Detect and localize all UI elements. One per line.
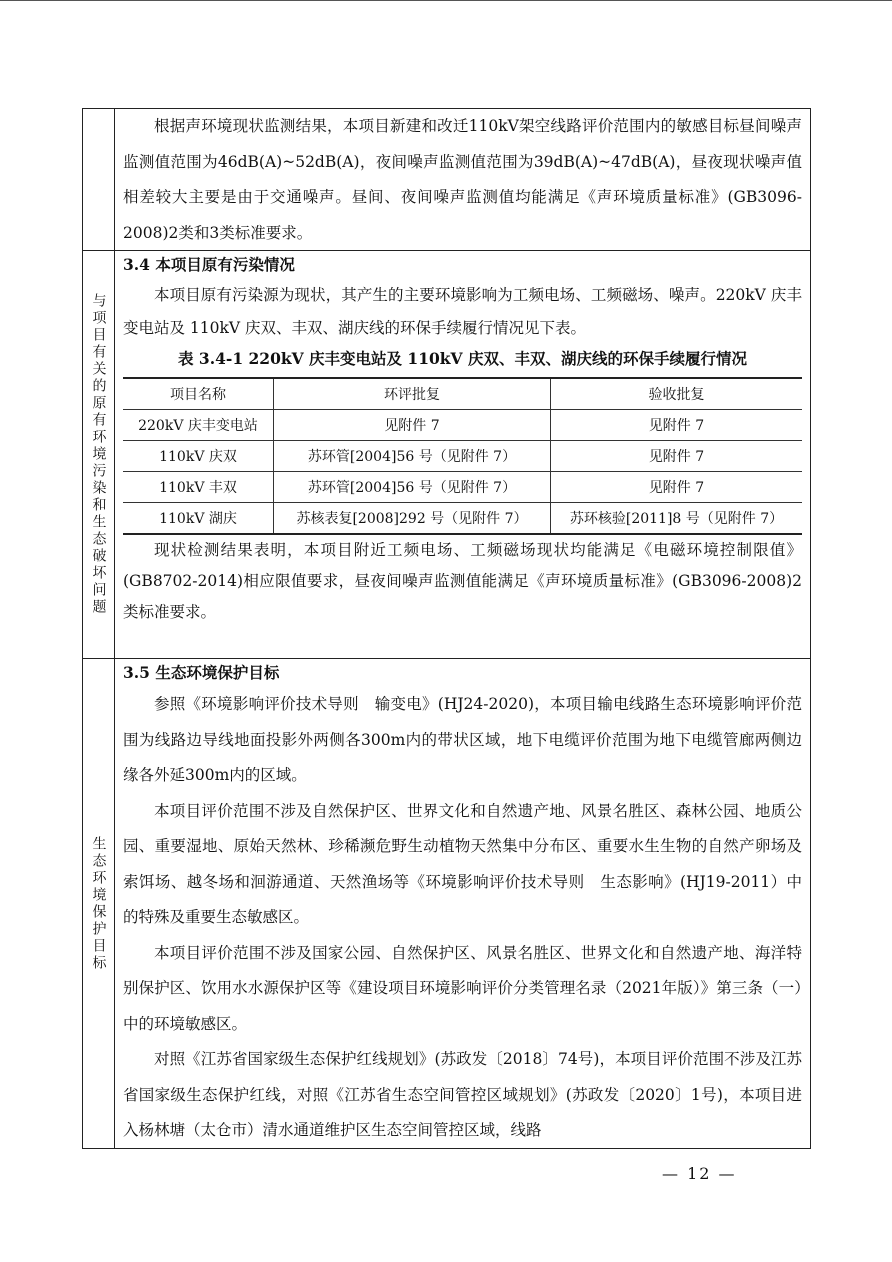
table-row [123,410,802,441]
table-row [123,472,802,503]
header-project-name: 项目名称 [123,378,274,410]
cell-eia-approval: 苏环管[2004]56 号（见附件 7） [274,472,551,503]
table-row [123,503,802,535]
section-3-5-paragraph-3: 本项目评价范围不涉及国家公园、自然保护区、风景名胜区、世界文化和自然遗产地、海洋特别保护区、饮用水水源保护区等《建设项目环境影响评价分类管理名录（2021年版）》第三条（一）中的环境敏感区。 [123,943,802,1033]
header-eia-approval: 环评批复 [274,378,551,410]
row-section-3-5 [83,658,810,1148]
table-3-4-1-caption: 表 3.4-1 220kV 庆丰变电站及 110kV 庆双、丰双、湖庆线的环保手续履行情况 [178,349,747,368]
section-3-4-conclusion: 现状检测结果表明，本项目附近工频电场、工频磁场现状均能满足《电磁环境控制限值》(GB8702-2014)相应限值要求，昼夜间噪声监测值能满足《声环境质量标准》(GB3096-2008)2类标准要求。 [123,541,802,621]
noise-monitoring-paragraph: 根据声环境现状监测结果，本项目新建和改迁110kV架空线路评价范围内的敏感目标昼间噪声监测值范围为46dB(A)~52dB(A)，夜间噪声监测值范围为39dB(A)~47dB(A)，昼夜现状噪声值相差较大主要是由于交通噪声。昼间、夜间噪声监测值均能满足《声环境质量标准》(GB3096-2008)2类和3类标准要求。 [123,117,802,242]
side-cell-empty [83,109,115,250]
side-cell-3-5 [83,659,115,1148]
row-section-3-4 [83,250,810,658]
side-label-3-4: 与项目有关的原有环境污染和生态破坏问题 [90,293,107,616]
section-3-5-heading: 3.5 生态环境保护目标 [123,663,280,682]
cell-acceptance-approval: 见附件 7 [551,441,803,472]
environmental-procedures-table [123,377,802,535]
row-prev-section [83,109,810,250]
page-number: — 12 — [662,1164,737,1183]
content-cell-3-4 [115,251,810,658]
content-cell-3-5 [115,659,810,1148]
section-3-5-paragraph-1: 参照《环境影响评价技术导则 输变电》(HJ24-2020)，本项目输电线路生态环境影响评价范围为线路边导线地面投影外两侧各300m内的带状区域，地下电缆评价范围为地下电缆管廊两侧边缘各外延300m内的区域。 [123,695,802,784]
cell-eia-approval: 见附件 7 [274,410,551,441]
content-cell-prev [115,109,810,250]
cell-acceptance-approval: 见附件 7 [551,472,803,503]
section-3-4-heading: 3.4 本项目原有污染情况 [123,255,295,274]
section-3-5-paragraph-4: 对照《江苏省国家级生态保护红线规划》(苏政发〔2018〕74号)，本项目评价范围不涉及江苏省国家级生态保护红线，对照《江苏省生态空间管控区域规划》(苏政发〔2020〕1号)，本项目进入杨林塘（太仓市）清水通道维护区生态空间管控区域，线路 [123,1050,802,1139]
section-3-5-paragraph-2: 本项目评价范围不涉及自然保护区、世界文化和自然遗产地、风景名胜区、森林公园、地质公园、重要湿地、原始天然林、珍稀濒危野生动植物天然集中分布区、重要水生生物的自然产卵场及索饵场、越冬场和洄游通道、天然渔场等《环境影响评价技术导则 生态影响》(HJ19-2011）中的特殊及重要生态敏感区。 [123,801,802,926]
cell-project-name: 110kV 庆双 [123,441,274,472]
header-acceptance-approval: 验收批复 [551,378,803,410]
cell-project-name: 110kV 湖庆 [123,503,274,535]
cell-acceptance-approval: 苏环核验[2011]8 号（见附件 7） [551,503,803,535]
table-row [123,441,802,472]
side-label-3-5: 生态环境保护目标 [90,835,107,972]
side-cell-3-4 [83,251,115,658]
page-top-edge [0,0,892,1]
cell-eia-approval: 苏环管[2004]56 号（见附件 7） [274,441,551,472]
cell-project-name: 110kV 丰双 [123,472,274,503]
table-header-row [123,378,802,410]
cell-acceptance-approval: 见附件 7 [551,410,803,441]
cell-eia-approval: 苏核表复[2008]292 号（见附件 7） [274,503,551,535]
cell-project-name: 220kV 庆丰变电站 [123,410,274,441]
section-3-4-intro: 本项目原有污染源为现状，其产生的主要环境影响为工频电场、工频磁场、噪声。220kV 庆丰变电站及 110kV 庆双、丰双、湖庆线的环保手续履行情况见下表。 [123,286,802,337]
content-table [82,108,811,1149]
